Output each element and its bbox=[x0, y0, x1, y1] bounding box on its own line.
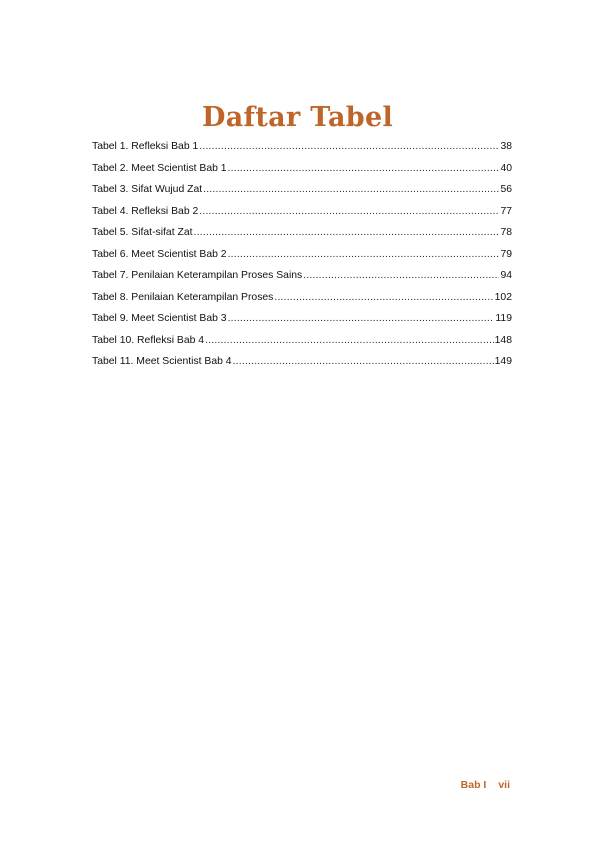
dot-leader bbox=[194, 226, 500, 239]
toc-entry-page: 56 bbox=[500, 184, 512, 195]
toc-entry-tabel-11[interactable] bbox=[92, 355, 512, 377]
toc-entry-label: Tabel 2. Meet Scientist Bab 1 bbox=[92, 162, 227, 174]
dot-leader bbox=[274, 291, 493, 304]
toc-entry-tabel-1[interactable] bbox=[92, 140, 512, 162]
toc-entry-tabel-7[interactable] bbox=[92, 269, 512, 291]
dot-leader bbox=[233, 355, 494, 368]
dot-leader bbox=[203, 183, 499, 196]
toc-entry-label: Tabel 4. Refleksi Bab 2 bbox=[92, 205, 199, 217]
dot-leader bbox=[199, 140, 499, 153]
toc-entry-tabel-2[interactable] bbox=[92, 162, 512, 184]
toc-entry-label: Tabel 10. Refleksi Bab 4 bbox=[92, 334, 205, 346]
toc-entry-label: Tabel 7. Penilaian Keterampilan Proses Sains bbox=[92, 270, 303, 281]
toc-entry-label: Tabel 6. Meet Scientist Bab 2 bbox=[92, 248, 227, 260]
dot-leader bbox=[228, 312, 495, 325]
toc-entry-tabel-9[interactable] bbox=[92, 312, 512, 334]
toc-entry-tabel-10[interactable] bbox=[92, 334, 512, 356]
toc-entry-label: Tabel 3. Sifat Wujud Zat bbox=[92, 184, 203, 195]
table-list bbox=[92, 140, 512, 377]
toc-entry-page: 79 bbox=[500, 248, 512, 260]
page-footer bbox=[461, 779, 510, 791]
toc-entry-tabel-5[interactable] bbox=[92, 226, 512, 248]
toc-entry-page: 119 bbox=[495, 313, 512, 324]
toc-entry-label: Tabel 8. Penilaian Keterampilan Proses bbox=[92, 291, 274, 303]
toc-entry-tabel-3[interactable] bbox=[92, 183, 512, 205]
toc-entry-label: Tabel 5. Sifat-sifat Zat bbox=[92, 227, 193, 238]
toc-entry-label: Tabel 9. Meet Scientist Bab 3 bbox=[92, 313, 227, 324]
dot-leader bbox=[228, 248, 500, 261]
toc-entry-page: 40 bbox=[500, 162, 512, 174]
toc-entry-label: Tabel 11. Meet Scientist Bab 4 bbox=[92, 356, 232, 367]
footer-chapter: Bab I bbox=[460, 779, 487, 791]
toc-entry-page: 148 bbox=[494, 334, 512, 346]
toc-entry-page: 38 bbox=[500, 141, 512, 152]
toc-entry-tabel-4[interactable] bbox=[92, 205, 512, 227]
toc-entry-tabel-6[interactable] bbox=[92, 248, 512, 270]
toc-entry-tabel-8[interactable] bbox=[92, 291, 512, 313]
toc-entry-page: 77 bbox=[500, 205, 512, 217]
footer-page-number: vii bbox=[498, 779, 510, 791]
toc-entry-page: 149 bbox=[494, 356, 512, 367]
page-title: Daftar Tabel bbox=[201, 102, 394, 134]
toc-entry-page: 94 bbox=[500, 270, 512, 281]
dot-leader bbox=[303, 269, 499, 282]
dot-leader bbox=[199, 205, 499, 218]
toc-entry-page: 78 bbox=[500, 227, 512, 238]
dot-leader bbox=[205, 334, 494, 347]
toc-entry-label: Tabel 1. Refleksi Bab 1 bbox=[92, 141, 199, 152]
dot-leader bbox=[228, 162, 500, 175]
toc-entry-page: 102 bbox=[494, 291, 512, 303]
